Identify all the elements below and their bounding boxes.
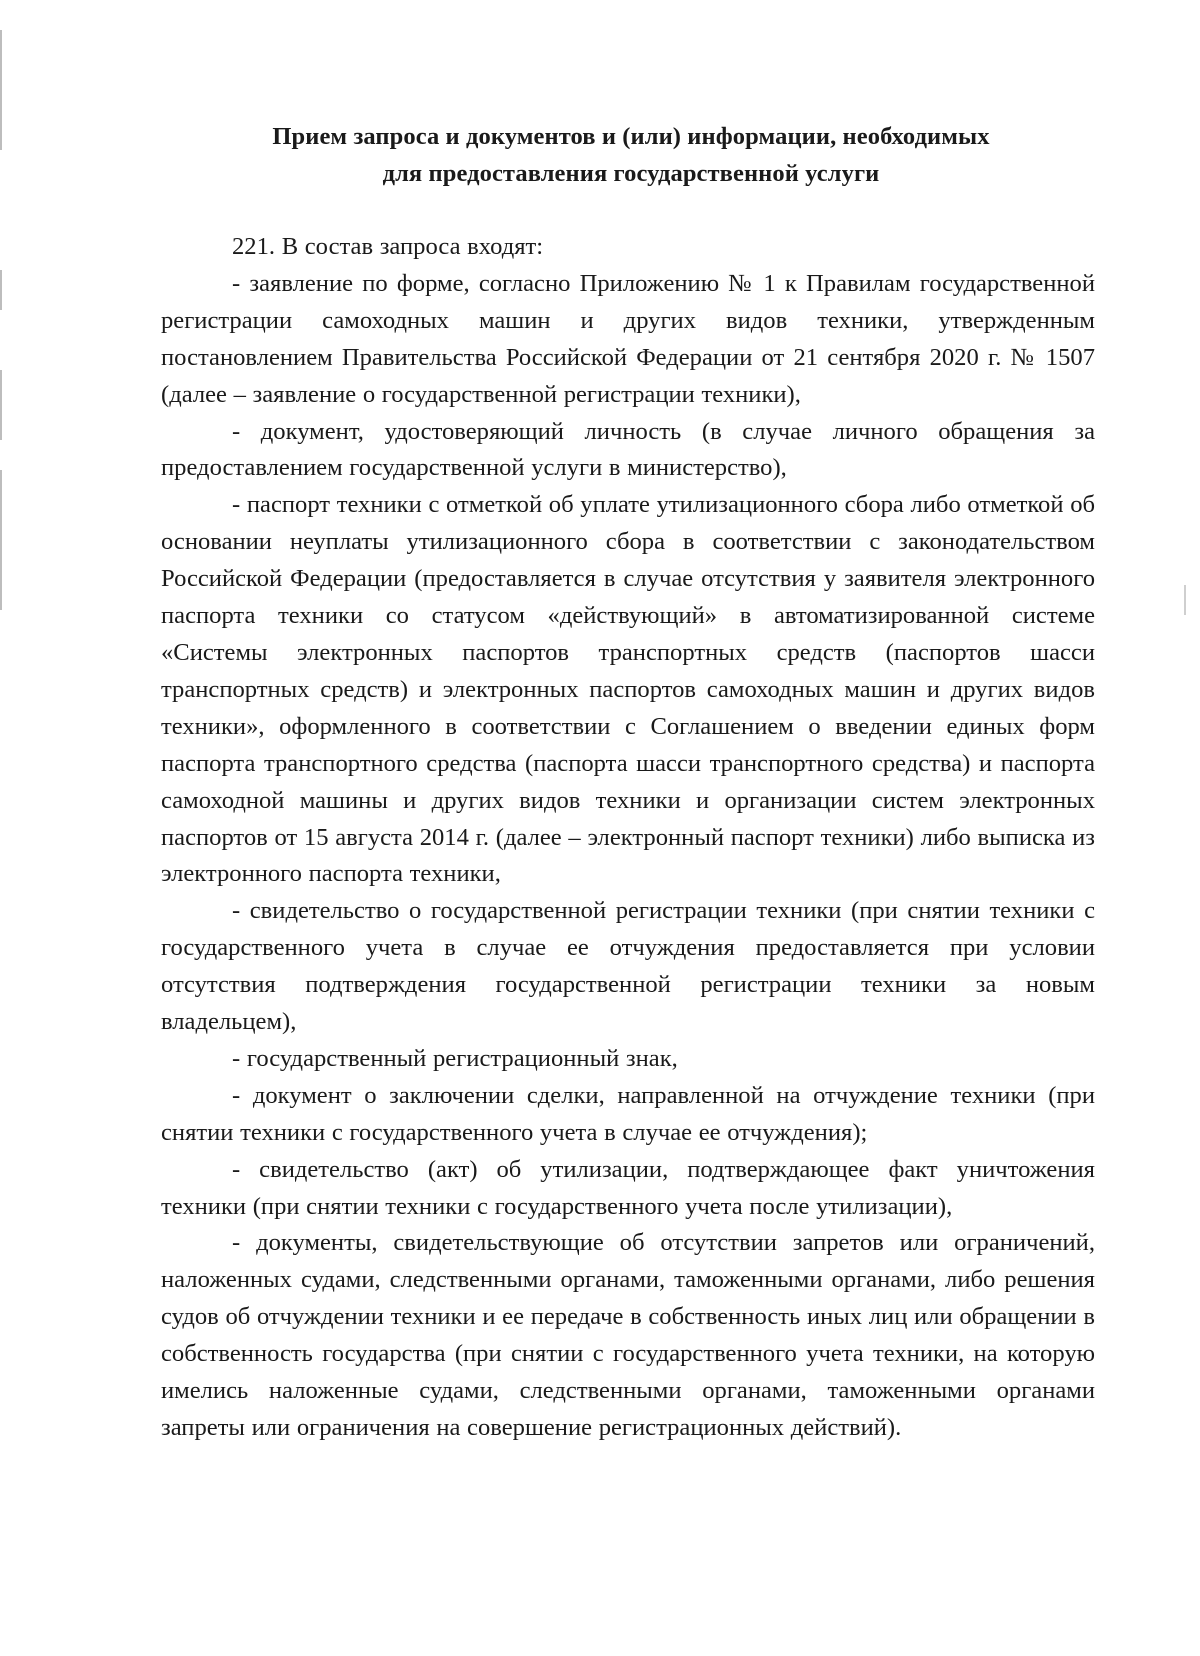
scan-edge-mark bbox=[1184, 585, 1186, 615]
list-item-application: - заявление по форме, согласно Приложению № 1 к Правилам государственной регистрации самоходных машин и других видов техники, утвержденным постановлением Правительства Российской Федерации от 21 сентября 2020 г. № 1507 (далее – заявление о государственной регистрации техники), bbox=[161, 269, 1095, 408]
scan-edge-mark bbox=[0, 30, 2, 150]
list-item-vehicle-passport: - паспорт техники с отметкой об уплате утилизационного сбора либо отметкой об основании неуплаты утилизационного сбора в соответствии с законодательством Российской Федерации (предоставляется в случае отсутствия у заявителя электронного паспорта техники со статусом «действующий» в автоматизированной системе «Системы электронных паспортов транспортных средств (паспортов шасси транспортных средств) и электронных паспортов самоходных машин и других видов техники», оформленного в соответствии с Соглашением о введении единых форм паспорта транспортного средства (паспорта шасси транспортного средства) и паспорта самоходной машины и других видов техники и организации систем электронных паспортов от 15 августа 2014 г. (далее – электронный паспорт техники) либо выписка из электронного паспорта техники, bbox=[161, 491, 1095, 888]
list-item-identity-document: - документ, удостоверяющий личность (в случае личного обращения за предоставлением государственной услуги в министерство), bbox=[161, 417, 1095, 482]
list-item-disposal-certificate: - свидетельство (акт) об утилизации, подтверждающее факт уничтожения техники (при снятии техники с государственного учета после утилизации), bbox=[161, 1155, 1095, 1220]
list-item-transaction-document: - документ о заключении сделки, направленной на отчуждение техники (при снятии техники с государственного учета в случае ее отчуждения); bbox=[161, 1081, 1095, 1146]
list-item-registration-plate: - государственный регистрационный знак, bbox=[232, 1044, 678, 1072]
scan-edge-mark bbox=[0, 270, 2, 310]
document-body bbox=[161, 229, 1095, 1447]
list-item-registration-certificate: - свидетельство о государственной регистрации техники (при снятии техники с государственного учета в случае ее отчуждения предоставляется при условии отсутствия подтверждения государственной регистрации техники за новым владельцем), bbox=[161, 897, 1095, 1036]
heading-line-2: для предоставления государственной услуги bbox=[382, 160, 880, 187]
scan-edge-mark bbox=[0, 470, 2, 610]
paragraph-intro: 221. В состав запроса входят: bbox=[232, 233, 544, 260]
list-item-restriction-documents: - документы, свидетельствующие об отсутствии запретов или ограничений, наложенных судами, следственными органами, таможенными органами, либо решения судов об отчуждении техники и ее передаче в собственность иных лиц или обращении в собственность государства (при снятии с государственного учета техники, на которую имелись наложенные судами, следственными органами, таможенными органами запреты или ограничения на совершение регистрационных действий). bbox=[161, 1229, 1095, 1441]
scan-edge-mark bbox=[0, 370, 2, 440]
document-heading bbox=[160, 118, 1102, 192]
heading-line-1: Прием запроса и документов и (или) информации, необходимых bbox=[272, 123, 990, 150]
